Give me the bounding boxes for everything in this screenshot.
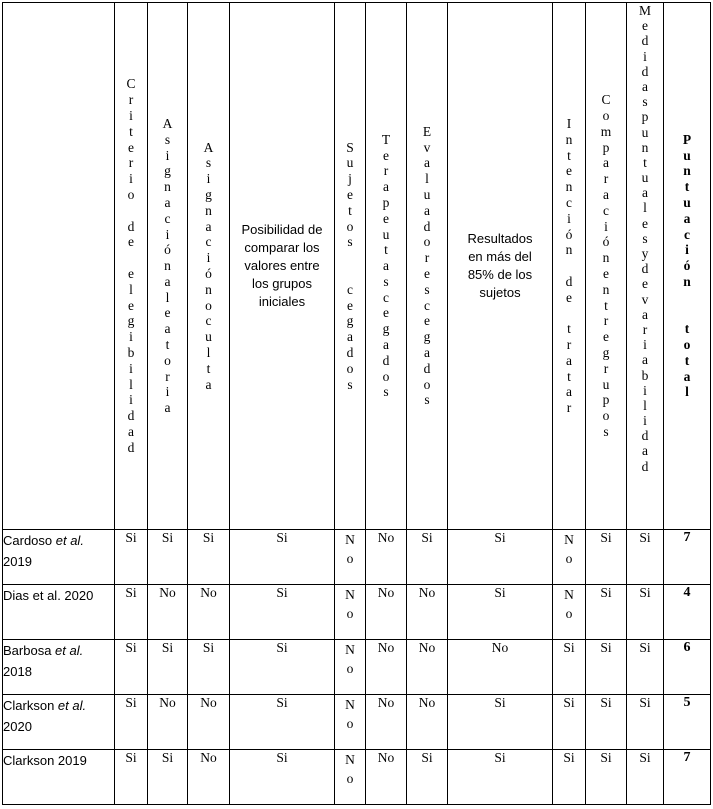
table-row	[3, 585, 711, 640]
vertical-header-text: A s i g n a c i ó n o c u l t a	[203, 139, 214, 392]
cell-resultados: Si	[448, 585, 553, 640]
cell-asig_aleatoria: Si	[148, 750, 188, 805]
cell-intencion: N o	[553, 530, 586, 585]
cell-comparacion: Si	[586, 640, 627, 695]
cell-sujetos: N o	[335, 640, 366, 695]
cell-comparacion: Si	[586, 585, 627, 640]
study-cell	[3, 585, 115, 640]
score-cell: 5	[664, 695, 711, 750]
study-et-al: et al.	[52, 533, 84, 548]
study-cell	[3, 530, 115, 585]
cell-terapeutas: No	[366, 585, 407, 640]
study-cell	[3, 640, 115, 695]
table-row	[3, 640, 711, 695]
study-name: Cardoso	[3, 533, 53, 548]
cell-criterio: Si	[115, 640, 148, 695]
vertical-header-text: A s i g n a c i ó n a l e a t o r i a	[162, 115, 173, 416]
header-asignacion-aleatoria	[148, 3, 188, 530]
vertical-header-text: E v a l u a d o r e s c e g a d o s	[422, 123, 432, 408]
cell-asig_oculta: Si	[188, 530, 230, 585]
study-et-al: et al.	[54, 698, 87, 713]
cell-resultados: No	[448, 640, 553, 695]
header-comparacion	[586, 3, 627, 530]
cell-asig_oculta: No	[188, 750, 230, 805]
study-et-al: et al.	[51, 643, 84, 658]
cell-criterio: Si	[115, 750, 148, 805]
cell-criterio: Si	[115, 530, 148, 585]
cell-evaluadores: No	[407, 640, 448, 695]
header-asignacion-oculta	[188, 3, 230, 530]
cell-comparacion: Si	[586, 750, 627, 805]
pedro-scale-table	[2, 2, 711, 805]
study-year: 2018	[3, 664, 32, 679]
cell-asig_aleatoria: Si	[148, 530, 188, 585]
cell-intencion: N o	[553, 585, 586, 640]
vertical-header-text: C o m p a r a c i ó n e n t r e g r u p o s	[600, 92, 612, 439]
study-cell	[3, 695, 115, 750]
cell-criterio: Si	[115, 585, 148, 640]
table-row	[3, 530, 711, 585]
cell-sujetos: N o	[335, 530, 366, 585]
cell-posibilidad: Si	[230, 640, 335, 695]
header-row	[3, 3, 711, 530]
cell-asig_aleatoria: No	[148, 695, 188, 750]
cell-asig_oculta: Si	[188, 640, 230, 695]
vertical-header-text: T e r a p e u t a s c e g a d o s	[381, 131, 391, 400]
header-terapeutas	[366, 3, 407, 530]
cell-terapeutas: No	[366, 640, 407, 695]
score-cell: 7	[664, 530, 711, 585]
header-evaluadores	[407, 3, 448, 530]
cell-resultados: Si	[448, 530, 553, 585]
cell-comparacion: Si	[586, 530, 627, 585]
score-cell: 4	[664, 585, 711, 640]
score-cell: 6	[664, 640, 711, 695]
vertical-header-text: I n t e n c i ó n d e t r a t a r	[565, 115, 573, 416]
study-cell	[3, 750, 115, 805]
study-name: Clarkson 2019	[3, 753, 87, 768]
cell-posibilidad: Si	[230, 530, 335, 585]
cell-evaluadores: No	[407, 585, 448, 640]
cell-posibilidad: Si	[230, 585, 335, 640]
header-resultados-text: Resultados en más del 85% de los sujetos	[467, 231, 533, 300]
header-posibilidad	[230, 3, 335, 530]
header-puntuacion	[664, 3, 711, 530]
study-name: Barbosa	[3, 643, 52, 658]
cell-medidas: Si	[627, 750, 664, 805]
cell-medidas: Si	[627, 695, 664, 750]
cell-posibilidad: Si	[230, 695, 335, 750]
cell-posibilidad: Si	[230, 750, 335, 805]
vertical-header-text: S u j e t o s c e g a d o s	[346, 139, 354, 392]
header-posibilidad-text: Posibilidad de comparar los valores entre los grupos iniciales	[241, 222, 323, 309]
cell-evaluadores: Si	[407, 530, 448, 585]
header-study	[3, 3, 115, 530]
cell-terapeutas: No	[366, 530, 407, 585]
table-row	[3, 695, 711, 750]
cell-medidas: Si	[627, 585, 664, 640]
header-sujetos	[335, 3, 366, 530]
cell-medidas: Si	[627, 640, 664, 695]
table-row	[3, 750, 711, 805]
study-name: Clarkson	[3, 698, 55, 713]
cell-intencion: Si	[553, 640, 586, 695]
header-resultados	[448, 3, 553, 530]
cell-medidas: Si	[627, 530, 664, 585]
cell-intencion: Si	[553, 695, 586, 750]
cell-comparacion: Si	[586, 695, 627, 750]
study-year: 2020	[3, 719, 32, 734]
cell-sujetos: N o	[335, 750, 366, 805]
cell-asig_oculta: No	[188, 695, 230, 750]
cell-sujetos: N o	[335, 585, 366, 640]
cell-evaluadores: No	[407, 695, 448, 750]
vertical-header-text: C r i t e r i o d e e l e g i b i l i d a d	[126, 76, 136, 455]
score-cell: 7	[664, 750, 711, 805]
cell-intencion: Si	[553, 750, 586, 805]
header-criterio	[115, 3, 148, 530]
cell-sujetos: N o	[335, 695, 366, 750]
cell-resultados: Si	[448, 750, 553, 805]
header-intencion	[553, 3, 586, 530]
cell-evaluadores: Si	[407, 750, 448, 805]
cell-resultados: Si	[448, 695, 553, 750]
header-medidas	[627, 3, 664, 530]
vertical-header-text: M e d i d a s p u n t u a l e s y d e v a r i a b i l i d a d	[638, 3, 651, 474]
cell-asig_oculta: No	[188, 585, 230, 640]
study-name: Dias et al. 2020	[3, 588, 94, 603]
cell-terapeutas: No	[366, 695, 407, 750]
cell-asig_aleatoria: Si	[148, 640, 188, 695]
vertical-header-text: P u n t u a c i ó n t o t a l	[682, 131, 692, 400]
cell-asig_aleatoria: No	[148, 585, 188, 640]
study-year: 2019	[3, 554, 32, 569]
cell-criterio: Si	[115, 695, 148, 750]
cell-terapeutas: No	[366, 750, 407, 805]
